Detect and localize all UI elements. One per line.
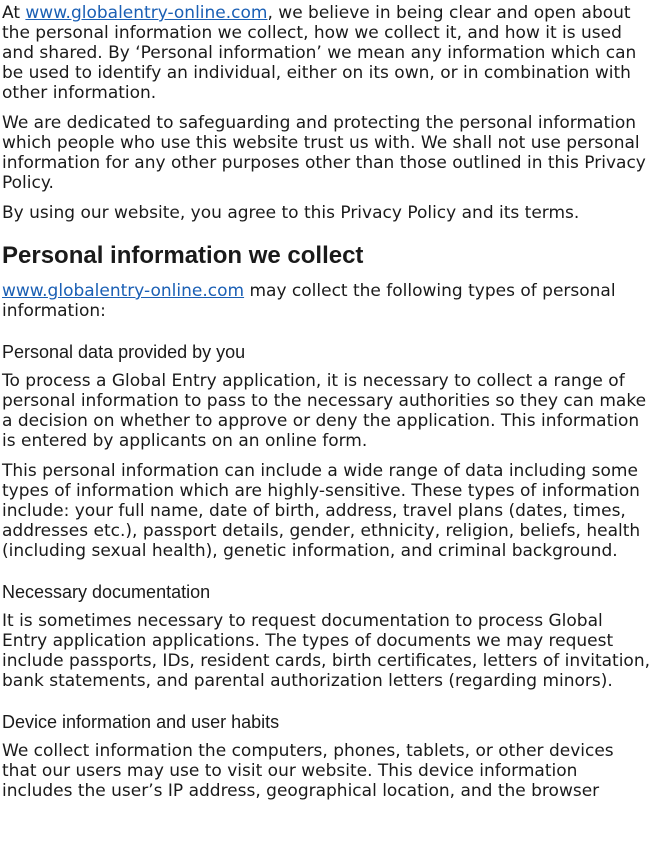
device-info-paragraph: We collect information the computers, phones, tablets, or other devices that our users may use to visit our website. This device information includes the user’s IP address, geographical location, and the browser — [2, 741, 614, 801]
personal-data-paragraph-1: To process a Global Entry application, it is necessary to collect a range of personal information to pass to the necessary authorities so they can make a decision on whether to approve or deny the application. This information is entered by applicants on an online form. — [2, 371, 647, 451]
spacer — [2, 691, 652, 711]
documentation-paragraph: It is sometimes necessary to request documentation to process Global Entry application applications. The types of documents we may request include passports, IDs, resident cards, birth certificates, letters of invitation, bank statements, and parental authorization letters (regarding minors). — [2, 611, 650, 691]
intro-paragraph-2: We are dedicated to safeguarding and protecting the personal information which people who use this website trust us with. We shall not use personal information for any other purposes other than those outlined in this Privacy Policy. — [2, 113, 646, 193]
collect-intro-text: may collect the following types of personal information: — [2, 281, 616, 321]
subheading-documentation: Necessary documentation — [2, 582, 211, 602]
collect-intro-paragraph — [2, 281, 652, 321]
intro-lead-text: At — [2, 3, 26, 23]
spacer — [2, 561, 652, 581]
subheading-personal-data: Personal data provided by you — [2, 342, 246, 362]
subheading-device-info: Device information and user habits — [2, 712, 280, 732]
intro-body-text: , we believe in being clear and open about the personal information we collect, how we collect it, and how it is used and shared. By ‘Personal information’ we mean any information which can be used to identify an individual, either on its own, or in combination with other information. — [2, 3, 637, 103]
site-link[interactable]: www.globalentry-online.com — [2, 281, 245, 301]
spacer — [2, 321, 652, 341]
section-heading-collect: Personal information we collect — [2, 242, 364, 269]
intro-paragraph-1 — [2, 3, 652, 103]
policy-content — [2, 3, 652, 811]
personal-data-paragraph-2: This personal information can include a wide range of data including some types of information which are highly-sensitive. These types of information include: your full name, date of birth, address, travel plans (dates, times, addresses etc.), passport details, gender, ethnicity, religion, beliefs, health (including sexual health), genetic information, and criminal background. — [2, 461, 641, 561]
intro-paragraph-3: By using our website, you agree to this Privacy Policy and its terms. — [2, 203, 580, 223]
site-link[interactable]: www.globalentry-online.com — [25, 3, 268, 23]
